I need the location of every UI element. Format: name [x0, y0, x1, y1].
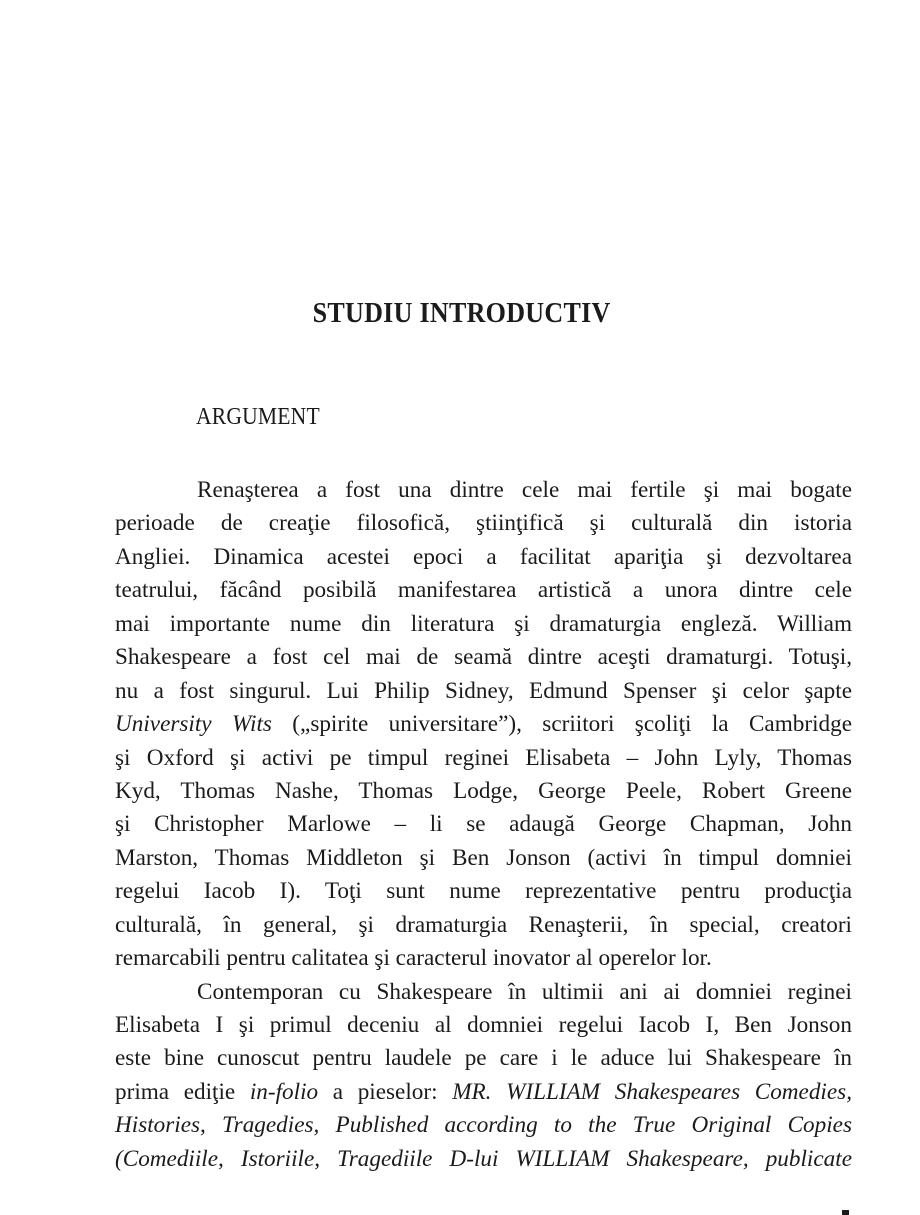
text-line — [115, 1143, 852, 1176]
text-run: este bine cunoscut pentru laudele pe care i le aduce lui Shakespeare în — [115, 1045, 852, 1072]
text-run: („spirite universitare”), scriitori şcoliţi la Cambridge — [271, 711, 852, 738]
text-run: şi Christopher Marlowe – li se adaugă George Chapman, John — [115, 811, 852, 838]
text-line — [115, 942, 852, 975]
text-run: Contemporan cu Shakespeare în ultimii ani ai domniei reginei — [197, 978, 852, 1005]
italic-run: University Wits — [115, 711, 272, 738]
text-run: şi Oxford şi activi pe timpul reginei Elisabeta – John Lyly, Thomas — [115, 744, 852, 771]
text-line — [115, 1076, 852, 1109]
text-run: remarcabili pentru calitatea şi caracterul inovator al operelor lor. — [115, 945, 712, 972]
text-line — [115, 507, 852, 540]
text-run: a pieselor: — [318, 1078, 453, 1105]
text-run: Kyd, Thomas Nashe, Thomas Lodge, George Peele, Robert Greene — [115, 777, 852, 804]
text-line — [115, 976, 852, 1009]
text-run: teatrului, făcând posibilă manifestarea artistică a unora dintre cele — [115, 577, 852, 604]
text-line — [115, 641, 852, 674]
text-run: prima ediţie — [115, 1078, 250, 1105]
text-line — [115, 608, 852, 641]
text-line — [115, 775, 852, 808]
text-line — [115, 875, 852, 908]
italic-run: MR. WILLIAM Shakespeares Comedies, — [452, 1078, 852, 1105]
italic-run: in-folio — [249, 1078, 319, 1105]
text-line — [115, 808, 852, 841]
chapter-title: STUDIU INTRODUCTIV — [312, 298, 611, 329]
text-line — [115, 1009, 852, 1042]
text-line — [115, 474, 852, 507]
text-line — [115, 708, 852, 741]
text-run: Renaşterea a fost una dintre cele mai fertile şi mai bogate — [197, 477, 852, 503]
page-number — [842, 1210, 849, 1215]
text-line — [115, 1042, 852, 1075]
text-run: nu a fost singurul. Lui Philip Sidney, Edmund Spenser şi celor şapte — [115, 677, 852, 704]
text-line — [115, 1109, 852, 1142]
text-line — [115, 742, 852, 775]
italic-run: (Comediile, Istoriile, Tragediile D-lui WILLIAM Shakespeare, publicate — [115, 1145, 852, 1172]
text-run: perioade de creaţie filosofică, ştiinţifică şi culturală din istoria — [115, 510, 852, 537]
text-run: Shakespeare a fost cel mai de seamă dintre aceşti dramaturgi. Totuşi, — [115, 644, 852, 671]
section-heading: ARGUMENT — [196, 404, 320, 430]
text-run: Angliei. Dinamica acestei epoci a facilitat apariţia şi dezvoltarea — [115, 543, 852, 570]
text-line — [115, 675, 852, 708]
text-line — [115, 842, 852, 875]
text-line — [115, 909, 852, 942]
body-text — [115, 474, 852, 1176]
text-line — [115, 574, 852, 607]
text-run: culturală, în general, şi dramaturgia Renaşterii, în special, creatori — [115, 911, 852, 938]
text-run: regelui Iacob I). Toţi sunt nume reprezentative pentru producţia — [115, 878, 852, 905]
text-run: mai importante nume din literatura şi dramaturgia engleză. William — [115, 610, 852, 637]
text-line — [115, 541, 852, 574]
italic-run: Histories, Tragedies, Published according to the True Original Copies — [115, 1112, 852, 1139]
text-run: Marston, Thomas Middleton şi Ben Jonson (activi în timpul domniei — [115, 844, 852, 871]
text-run: Elisabeta I şi primul deceniu al domniei regelui Iacob I, Ben Jonson — [115, 1012, 852, 1038]
